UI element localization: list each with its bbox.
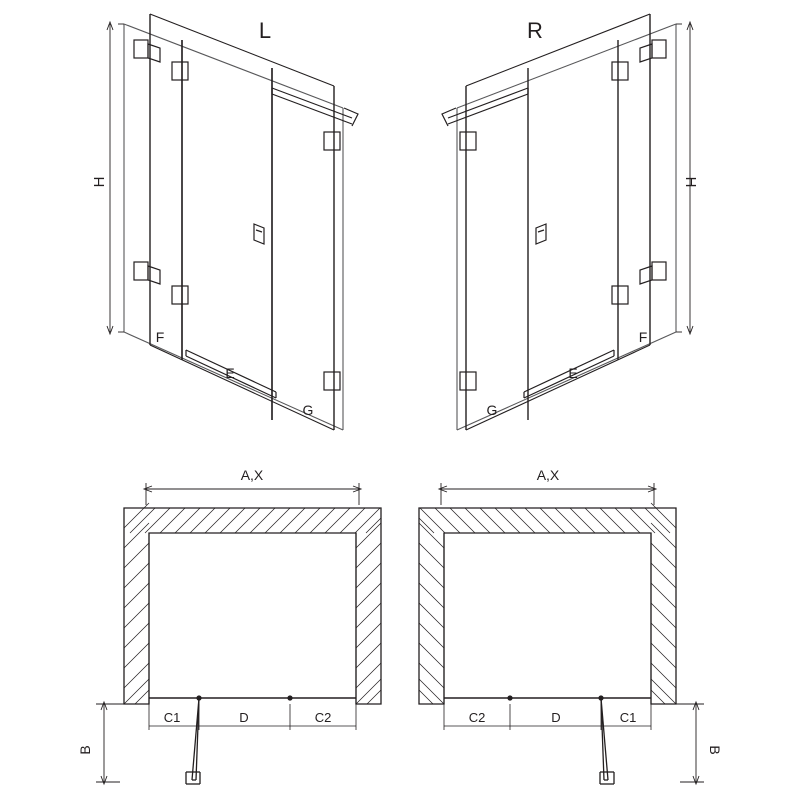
plan-left-dim-label-D: D	[239, 710, 249, 725]
right-door-hinge-bottom	[612, 286, 628, 304]
plan-left-dim-label-B: B	[77, 745, 93, 755]
right-wall-bracket-top	[460, 132, 476, 150]
plan-left-dim-B	[96, 702, 124, 784]
front-view-left	[91, 14, 358, 430]
plan-right-dim-label-AX: A,X	[536, 467, 560, 483]
plan-right-dim-label-D: D	[551, 710, 561, 725]
plan-left-dim-AX	[144, 483, 361, 505]
plan-right-door-swing	[600, 698, 614, 784]
plan-right-dim-label-C2: C2	[468, 710, 486, 725]
plan-right-dim-AX	[439, 483, 656, 505]
front-view-right-labels	[487, 18, 699, 418]
left-stabiliser-bar	[272, 88, 358, 126]
right-dim-label-H: H	[682, 176, 699, 188]
plan-left-dim-label-AX: A,X	[240, 467, 264, 483]
plan-left-glass-line	[149, 696, 356, 700]
right-glass-panels	[466, 14, 650, 430]
plan-view-right	[419, 483, 704, 784]
left-dim-label-G: G	[302, 402, 314, 418]
left-wall-bracket-top	[324, 132, 340, 150]
plan-right-tray	[444, 533, 651, 704]
left-dim-label-H: H	[91, 176, 108, 188]
left-dim-H-line	[107, 22, 124, 334]
plan-view-right-labels	[469, 467, 723, 755]
plan-right-dim-label-C1: C1	[619, 710, 637, 725]
variant-label-left: L	[258, 18, 272, 43]
right-dim-label-F: F	[638, 329, 648, 345]
right-view-outline	[457, 24, 676, 430]
left-hinge-bottom	[134, 262, 160, 284]
left-dim-label-F: F	[155, 329, 165, 345]
left-dim-label-E: E	[225, 365, 235, 381]
plan-left-dim-label-C2: C2	[314, 710, 332, 725]
left-hinge-top	[134, 40, 160, 62]
right-hinge-top	[640, 40, 666, 62]
left-door-hinge-top	[172, 62, 188, 80]
left-glass-panels	[150, 14, 334, 430]
variant-label-right: R	[527, 18, 543, 43]
plan-right-dim-B	[676, 702, 704, 784]
plan-view-left	[77, 467, 381, 784]
right-stabiliser-bar	[442, 88, 528, 126]
right-door-hinge-top	[612, 62, 628, 80]
right-door-handle	[536, 224, 546, 244]
left-door-hinge-bottom	[172, 286, 188, 304]
plan-left-dim-label-C1: C1	[163, 710, 181, 725]
right-dim-label-E: E	[568, 365, 578, 381]
right-dim-label-G: G	[486, 402, 498, 418]
right-hinge-bottom	[640, 262, 666, 284]
right-wall-bracket-bottom	[460, 372, 476, 390]
plan-left-door-swing	[186, 698, 200, 784]
plan-right-dim-label-B: B	[707, 745, 723, 755]
left-door-handle	[254, 224, 264, 244]
plan-left-tray	[149, 533, 356, 704]
left-wall-bracket-bottom	[324, 372, 340, 390]
plan-right-glass-line	[444, 696, 651, 700]
